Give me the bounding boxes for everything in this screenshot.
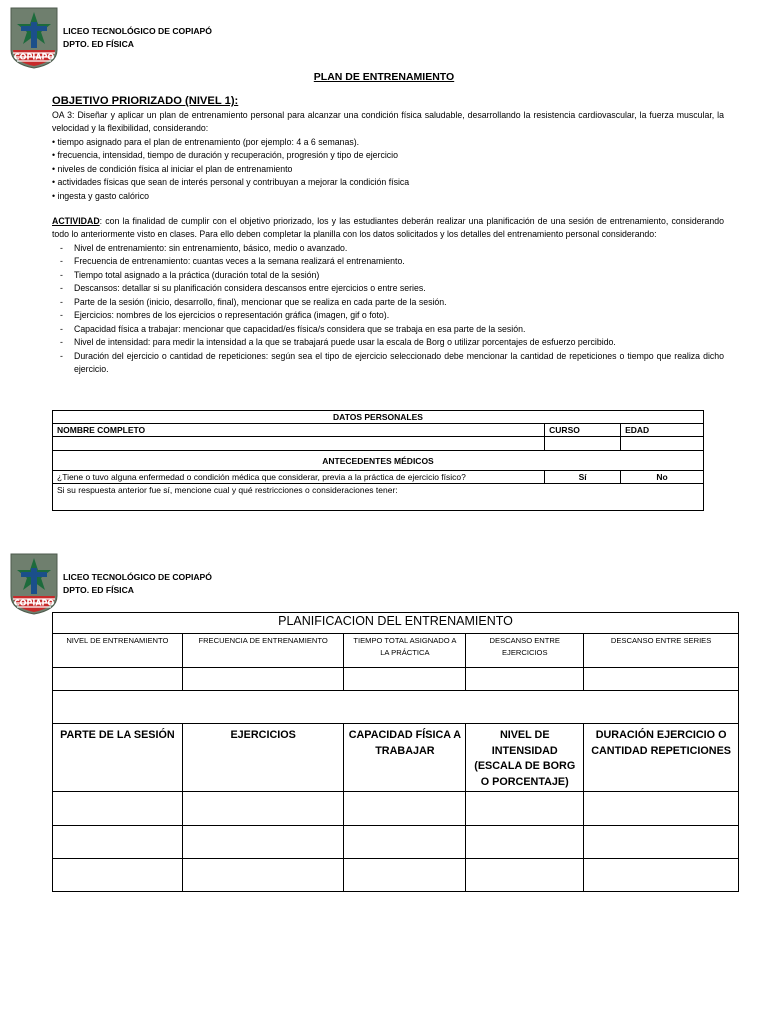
header-rest-exercises: DESCANSO ENTRE EJERCICIOS: [466, 634, 584, 668]
department-name: DPTO. ED FÍSICA: [63, 585, 134, 595]
activity-item: - Tiempo total asignado a la práctica (duración total de la sesión): [52, 269, 724, 282]
medical-question: ¿Tiene o tuvo alguna enfermedad o condición médica que considerar, previa a la práctica de ejercicio físico?: [53, 471, 545, 484]
planning-table: [52, 612, 739, 892]
school-logo: [8, 6, 60, 70]
activity-item: - Ejercicios: nombres de los ejercicios o representación gráfica (imagen, gif o foto).: [52, 309, 724, 322]
answer-yes[interactable]: Sí: [545, 471, 621, 484]
activity-text: : con la finalidad de cumplir con el objetivo priorizado, los y las estudiantes deberán realizar una planificación de una sesión de entrenamiento, considerando todo lo anteriormente visto en clases. Para ello deben completar la planilla con los datos solicitados y los detalles del entrenamiento personal considerando:: [52, 216, 724, 240]
cell-input[interactable]: [344, 826, 466, 859]
planning-title: PLANIFICACION DEL ENTRENAMIENTO: [53, 613, 739, 634]
objective-intro: OA 3: Diseñar y aplicar un plan de entrenamiento personal para alcanzar una condición física saludable, desarrollando la resistencia cardiovascular, la fuerza muscular, la velocidad y la flexibilidad, considerando:: [52, 110, 724, 134]
activity-item: - Descansos: detallar si su planificación considera descansos entre ejercicios o entre series.: [52, 282, 724, 295]
department-name: DPTO. ED FÍSICA: [63, 39, 134, 49]
svg-text:COPIAPO: COPIAPO: [13, 598, 55, 608]
activity-label: ACTIVIDAD: [52, 216, 100, 226]
activity-item: - Duración del ejercicio o cantidad de repeticiones: según sea el tipo de ejercicio seleccionado debe mencionar la cantidad de repeticiones o tiempo que realiza dicho ejercicio.: [52, 350, 724, 377]
svg-text:COPIAPO: COPIAPO: [13, 52, 55, 62]
course-label: CURSO: [545, 424, 621, 437]
cell-input[interactable]: [344, 792, 466, 826]
name-label: NOMBRE COMPLETO: [53, 424, 545, 437]
objective-bullet: • niveles de condición física al iniciar el plan de entrenamiento: [52, 163, 293, 174]
header-training-frequency: FRECUENCIA DE ENTRENAMIENTO: [182, 634, 344, 668]
activity-list: [52, 242, 724, 377]
input-training-frequency[interactable]: [182, 668, 344, 691]
header-physical-capacity: CAPACIDAD FÍSICA A TRABAJAR: [344, 724, 466, 792]
objective-bullet: • frecuencia, intensidad, tiempo de duración y recuperación, progresión y tipo de ejercicio: [52, 150, 398, 161]
header-rest-series: DESCANSO ENTRE SERIES: [584, 634, 739, 668]
age-field[interactable]: [621, 437, 704, 451]
table-row: [53, 792, 739, 826]
school-logo: [8, 552, 60, 616]
objective-bullet: • ingesta y gasto calórico: [52, 190, 149, 201]
cell-input[interactable]: [344, 859, 466, 892]
activity-item: - Nivel de entrenamiento: sin entrenamiento, básico, medio o avanzado.: [52, 242, 724, 255]
page-header-1: [8, 6, 212, 70]
activity-item: - Frecuencia de entrenamiento: cuantas veces a la semana realizará el entrenamiento.: [52, 255, 724, 268]
header-exercises: EJERCICIOS: [182, 724, 344, 792]
input-total-time[interactable]: [344, 668, 466, 691]
objective-body: [52, 109, 724, 203]
header-intensity: NIVEL DE INTENSIDAD (ESCALA DE BORG O PORCENTAJE): [466, 724, 584, 792]
header-training-level: NIVEL DE ENTRENAMIENTO: [53, 634, 183, 668]
cell-input[interactable]: [182, 859, 344, 892]
header-session-part: PARTE DE LA SESIÓN: [53, 724, 183, 792]
cell-input[interactable]: [53, 826, 183, 859]
cell-input[interactable]: [53, 792, 183, 826]
objective-bullet: • tiempo asignado para el plan de entrenamiento (por ejemplo: 4 a 6 semanas).: [52, 136, 360, 147]
objective-bullet: • actividades físicas que sean de interés personal y contribuyan a mejorar la condición física: [52, 177, 410, 188]
table-row: [53, 859, 739, 892]
objective-heading: OBJETIVO PRIORIZADO (NIVEL 1):: [52, 95, 239, 107]
personal-data-table: [52, 410, 704, 511]
name-field[interactable]: [53, 437, 545, 451]
answer-no[interactable]: No: [621, 471, 704, 484]
cell-input[interactable]: [466, 859, 584, 892]
medical-followup[interactable]: Si su respuesta anterior fue sí, mencione cual y qué restricciones o consideraciones tener:: [53, 484, 704, 511]
header-duration: DURACIÓN EJERCICIO O CANTIDAD REPETICIONES: [584, 724, 739, 792]
cell-input[interactable]: [584, 826, 739, 859]
course-field[interactable]: [545, 437, 621, 451]
cell-input[interactable]: [53, 859, 183, 892]
cell-input[interactable]: [182, 792, 344, 826]
header-total-time: TIEMPO TOTAL ASIGNADO A LA PRÁCTICA: [344, 634, 466, 668]
cell-input[interactable]: [584, 792, 739, 826]
cell-input[interactable]: [466, 826, 584, 859]
page-title: PLAN DE ENTRENAMIENTO: [313, 71, 455, 83]
activity-body: [52, 215, 724, 376]
personal-data-heading: DATOS PERSONALES: [53, 411, 704, 424]
input-rest-exercises[interactable]: [466, 668, 584, 691]
medical-heading: ANTECEDENTES MÉDICOS: [53, 451, 704, 471]
age-label: EDAD: [621, 424, 704, 437]
cell-input[interactable]: [584, 859, 739, 892]
activity-item: - Capacidad física a trabajar: mencionar que capacidad/es física/s considera que se trabaja en esa parte de la sesión.: [52, 323, 724, 336]
table-row: [53, 826, 739, 859]
cell-input[interactable]: [182, 826, 344, 859]
school-name: LICEO TECNOLÓGICO DE COPIAPÓ: [63, 26, 212, 36]
school-name: LICEO TECNOLÓGICO DE COPIAPÓ: [63, 572, 212, 582]
input-training-level[interactable]: [53, 668, 183, 691]
input-rest-series[interactable]: [584, 668, 739, 691]
cell-input[interactable]: [466, 792, 584, 826]
page-header-2: [8, 552, 212, 616]
activity-item: - Nivel de intensidad: para medir la intensidad a la que se trabajará puede usar la escala de Borg o utilizar porcentajes de esfuerzo percibido.: [52, 336, 724, 349]
spacer-row: [53, 691, 739, 724]
activity-item: - Parte de la sesión (inicio, desarrollo, final), mencionar que se realiza en cada parte de la sesión.: [52, 296, 724, 309]
